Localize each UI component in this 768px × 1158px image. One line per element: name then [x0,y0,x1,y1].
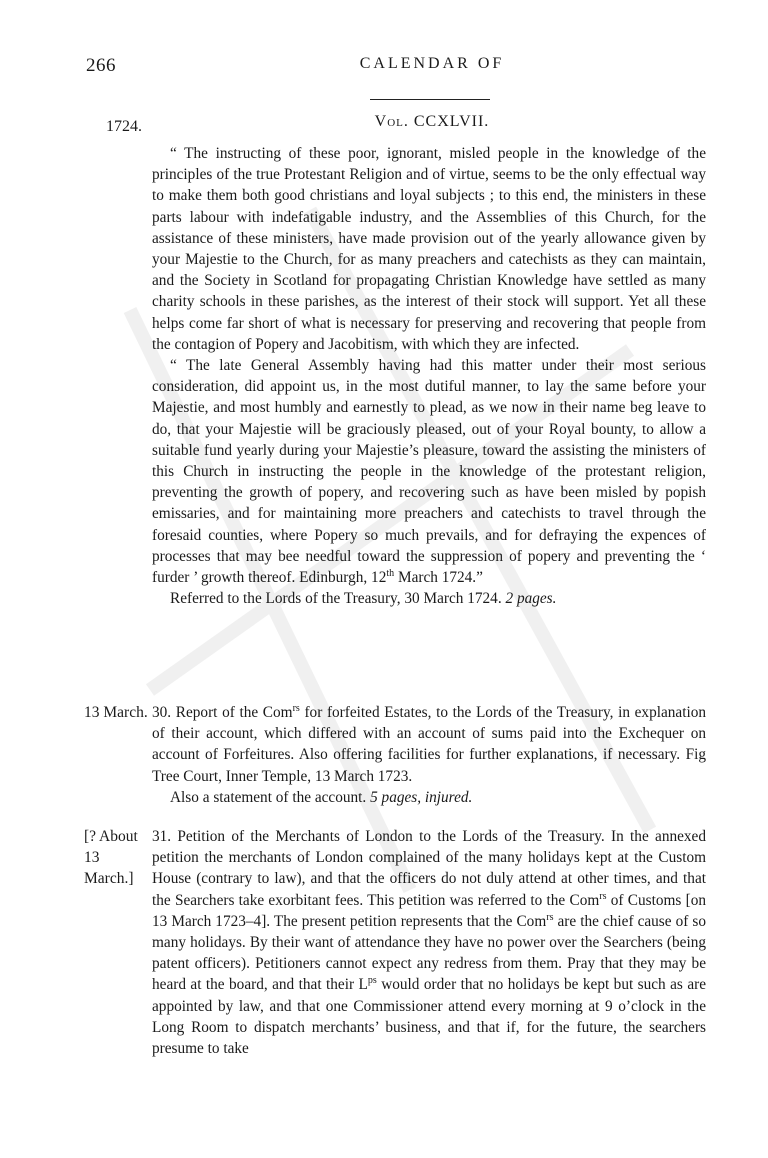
entry-31-date: [? About 13 March.] [84,828,138,887]
page-number: 266 [86,55,116,76]
page-count: 2 pages. [505,590,557,608]
entry-31 [152,826,706,1059]
running-title: CALENDAR OF [359,55,505,72]
petition-continued [152,143,706,609]
paragraph: 31. Petition of the Merchants of London to the Lords of the Treasury. In the annexed petition the merchants of London complained of the many holidays kept at the Custom House (contrary to law), and that the officers do not duly attend at other times, and that the Searchers take exorbitant fees. This petition was referred to the Com$^{rs}$ of Customs [on 13 March 1723–4]. The present petition represents that the Com$^{rs}$ are the chief cause of so many holidays. By their want of attendance they have no power over the Searchers (being patent officers). Petitioners cannot expect any redress from them. Pray that they may be heard at the board, and that their $L^{ps}$ would order that no holidays be kept but such as are appointed by law, and that one Commissioner attend every morning at 9 o’clock in the Long Room to dispatch merchants’ business, and that if, for the future, the searchers presume to take [152,828,706,1058]
page-count: 5 pages, injured. [370,788,473,806]
paragraph: “ The instructing of these poor, ignorant, misled people in the knowledge of the principles of the true Protestant Religion and of virtue, seems to be the only effectual way to make them both good christians and loyal subjects ; to this end, the ministers in these parts labour with indefatigable industry, and the Assemblies of this Church, for the assistance of these ministers, have made provision out of the yearly allowance given by your Majestie to the Church, for as many preachers and catechists as they can maintain, and the Society in Scotland for propagating Christian Knowledge have settled as many charity schools in these parishes, as the interest of their stock will support. Yet all these helps come far short of what is necessary for preserving and recovering that people from the contagion of Popery and Jacobitism, with which they are infected. [152,145,706,353]
header-rule [370,99,490,100]
volume-heading: Vol. CCXLVII. [374,113,490,130]
year-marginal: 1724. [106,118,142,135]
referral-note: Referred to the Lords of the Treasury, 30 March 1724. 2 pages. [170,590,557,608]
entry-30 [152,702,706,808]
paragraph: Also a statement of the account. 5 pages, injured. [170,788,473,806]
paragraph: 30. Report of the Com$^{rs}$ for forfeited Estates, to the Lords of the Treasury, in explanation of their account, which differed with an account of sums paid into the Exchequer on account of Forfeitures. Also offering facilities for further explanations, if necessary. Fig Tree Court, Inner Temple, 13 March 1723. [152,702,706,785]
paragraph: “ The late General Assembly having had this matter under their most serious consideration, did appoint us, in the most dutiful manner, to lay the same before your Majestie, and most humbly and earnestly to plead, as we now in their name beg leave to do, that your Majestie will be graciously pleased, out of your Royal bounty, to allow a suitable fund yearly during your Majestie’s pleasure, toward the assisting the ministers of this Church in instructing the people in the knowledge of the protestant religion, preventing the growth of popery, and recovering such as have been misled by popish emissaries, and for maintaining more preachers and catechists to travel through the foresaid counties, where Popery so much prevails, and for defraying the expences of processes that may bee needful toward the suppression of popery and preventing the ‘ furder ’ growth thereof. Edinburgh, 12th March 1724.” [152,357,706,587]
entry-30-date: 13 March. [84,704,148,721]
